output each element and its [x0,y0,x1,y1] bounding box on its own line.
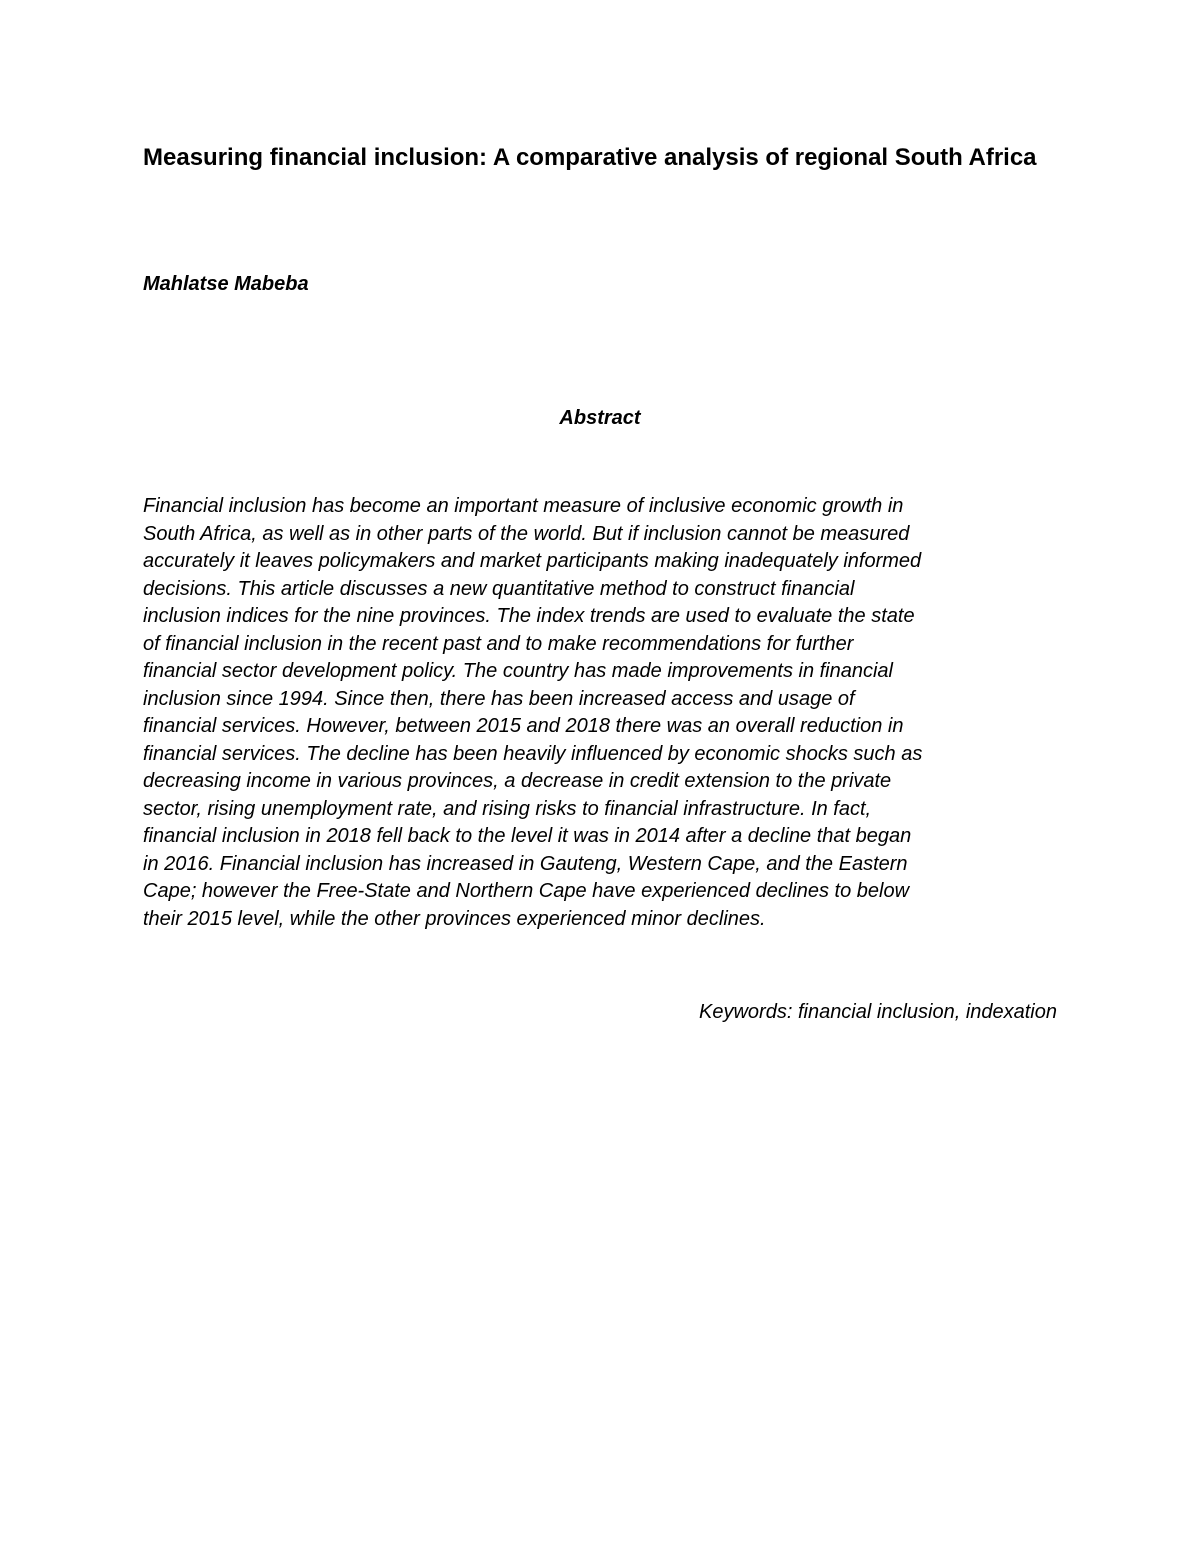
abstract-line: Cape; however the Free-State and Northern Cape have experienced declines to below [143,880,910,902]
abstract-body [143,493,1073,933]
abstract-line: in 2016. Financial inclusion has increased in Gauteng, Western Cape, and the Eastern [143,852,908,875]
abstract-line: financial services. The decline has been heavily influenced by economic shocks such as [143,742,923,765]
abstract-line: accurately it leaves policymakers and market participants making inadequately informed [143,550,922,572]
abstract-line: decisions. This article discusses a new quantitative method to construct financial [143,577,855,600]
abstract-line: Financial inclusion has become an important measure of inclusive economic growth in [143,495,904,517]
abstract-line: inclusion indices for the nine provinces. The index trends are used to evaluate the state [143,605,915,627]
author-name: Mahlatse Mabeba [143,273,309,295]
abstract-line: decreasing income in various provinces, a decrease in credit extension to the private [143,770,892,792]
abstract-line: financial inclusion in 2018 fell back to the level it was in 2014 after a decline that began [143,825,912,847]
abstract-line: of financial inclusion in the recent past and to make recommendations for further [143,632,854,655]
abstract-heading: Abstract [559,407,641,429]
abstract-line: inclusion since 1994. Since then, there has been increased access and usage of [143,687,855,710]
paper-title: Measuring financial inclusion: A comparative analysis of regional South Africa [143,144,1037,171]
abstract-line: financial sector development policy. The country has made improvements in financial [143,660,893,682]
abstract-line: South Africa, as well as in other parts of the world. But if inclusion cannot be measured [143,522,910,545]
abstract-line: financial services. However, between 2015 and 2018 there was an overall reduction in [143,715,904,737]
abstract-line: sector, rising unemployment rate, and rising risks to financial infrastructure. In fact, [143,797,872,820]
keywords-line: Keywords: financial inclusion, indexation [699,1001,1057,1023]
abstract-line: their 2015 level, while the other provinces experienced minor declines. [143,907,766,930]
